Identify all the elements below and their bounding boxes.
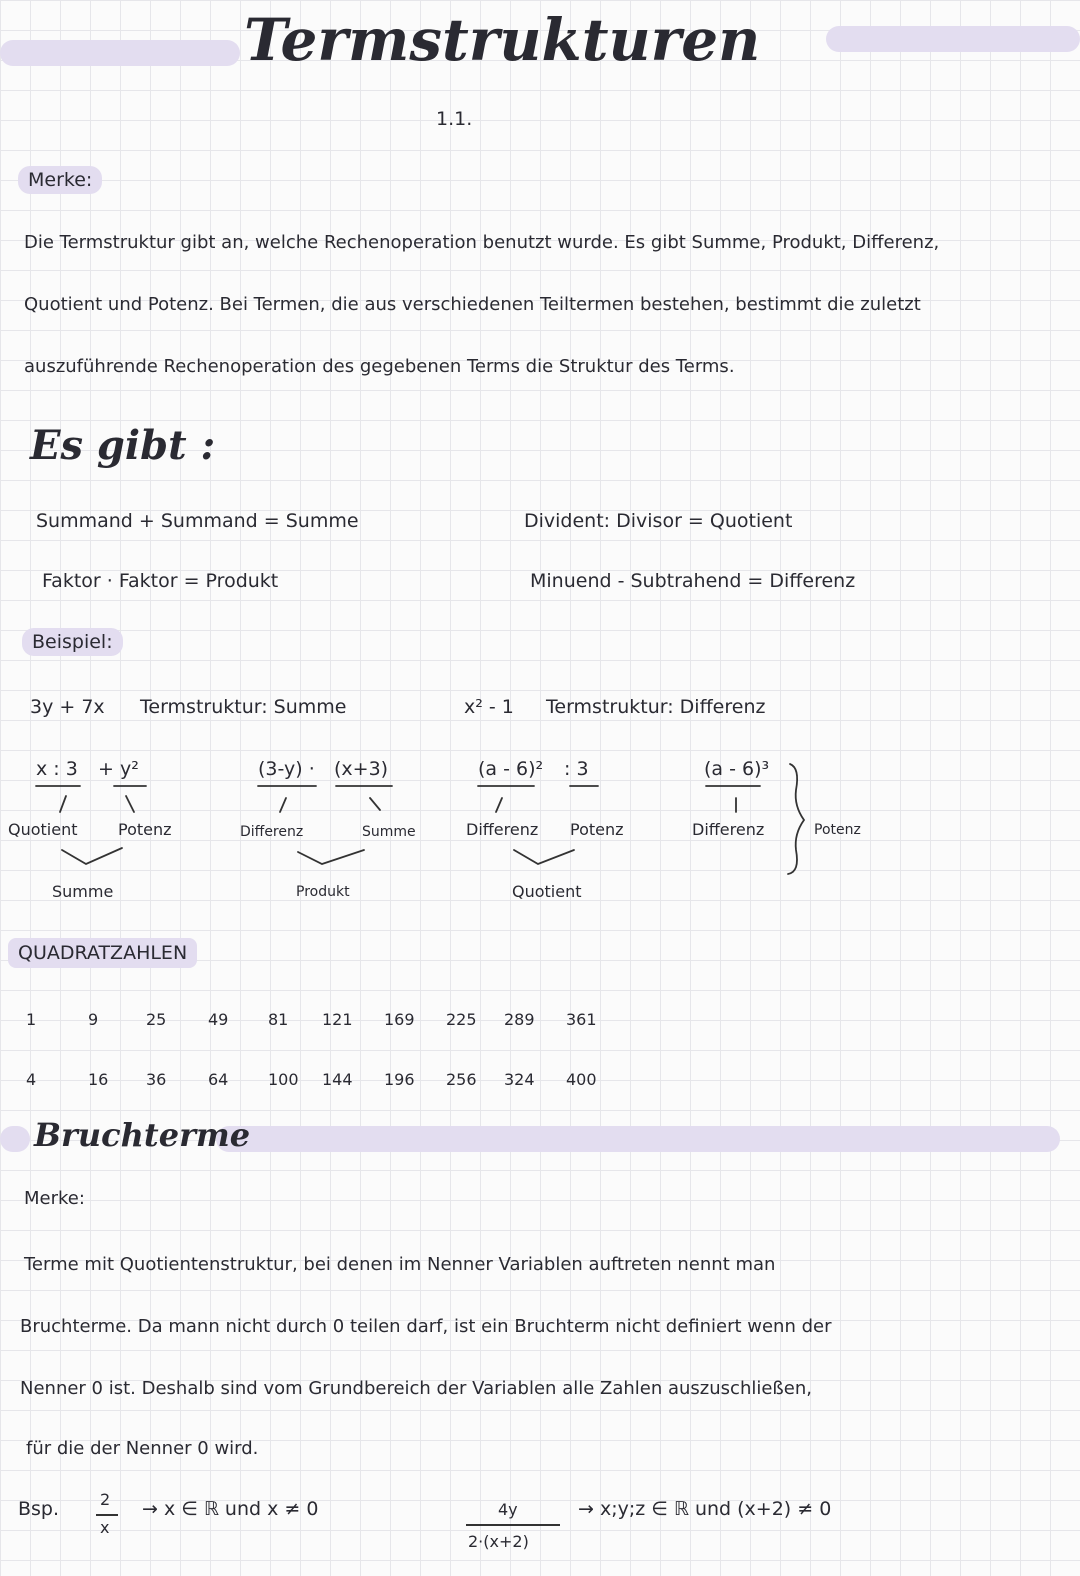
bruchterme-heading: Bruchterme xyxy=(34,1116,251,1154)
square-number: 49 xyxy=(208,1010,229,1029)
example-1-structure: Termstruktur: Summe xyxy=(140,696,347,718)
square-number: 169 xyxy=(384,1010,415,1029)
square-number: 289 xyxy=(504,1010,535,1029)
tree-3-result: Quotient xyxy=(512,882,582,901)
tree-2-right-term: (x+3) xyxy=(334,758,389,780)
tree-1-left-label: Quotient xyxy=(8,820,78,839)
tree-3-right-term: : 3 xyxy=(564,758,589,780)
rule-quotient: Divident: Divisor = Quotient xyxy=(524,510,793,532)
square-number: 36 xyxy=(146,1070,167,1089)
tree-3-left-label: Differenz xyxy=(466,820,539,839)
fraction-1-denominator: x xyxy=(100,1518,110,1537)
fraction-2-condition: → x;y;z ∈ ℝ und (x+2) ≠ 0 xyxy=(578,1498,832,1520)
square-number: 100 xyxy=(268,1070,299,1089)
tree-1-right-term: + y² xyxy=(98,758,139,780)
bruchterme-line-2: Bruchterme. Da mann nicht durch 0 teilen darf, ist ein Bruchterm nicht definiert wenn der xyxy=(20,1316,832,1337)
square-number: 1 xyxy=(26,1010,37,1029)
square-number: 361 xyxy=(566,1010,597,1029)
tree-4-term: (a - 6)³ xyxy=(704,758,770,780)
square-number: 9 xyxy=(88,1010,99,1029)
tree-4-right-label: Potenz xyxy=(814,822,861,838)
tree-3-right-label: Potenz xyxy=(570,820,624,839)
bruchterme-line-1: Terme mit Quotientenstruktur, bei denen im Nenner Variablen auftreten nennt man xyxy=(24,1254,776,1275)
example-1-term: 3y + 7x xyxy=(30,696,105,718)
tree-4-left-label: Differenz xyxy=(692,820,765,839)
bruchterme-line-3: Nenner 0 ist. Deshalb sind vom Grundbereich der Variablen alle Zahlen auszuschließen, xyxy=(20,1378,812,1399)
section-number: 1.1. xyxy=(436,108,473,130)
fraction-2-numerator: 4y xyxy=(498,1500,518,1519)
tree-2-left-term: (3-y) · xyxy=(258,758,315,780)
tree-2-left-label: Differenz xyxy=(240,824,304,840)
bsp-label: Bsp. xyxy=(18,1498,60,1520)
square-number: 16 xyxy=(88,1070,109,1089)
tree-1-right-label: Potenz xyxy=(118,820,172,839)
page-title: Termstrukturen xyxy=(244,6,761,74)
bruchterme-highlight-left xyxy=(0,1126,30,1152)
fraction-2-denominator: 2·(x+2) xyxy=(468,1532,529,1551)
tree-1-left-term: x : 3 xyxy=(36,758,78,780)
bruchterme-line-4: für die der Nenner 0 wird. xyxy=(26,1438,259,1459)
square-number: 400 xyxy=(566,1070,597,1089)
square-number: 225 xyxy=(446,1010,477,1029)
bruchterme-merke-label: Merke: xyxy=(24,1188,85,1209)
rule-differenz: Minuend - Subtrahend = Differenz xyxy=(530,570,856,592)
square-number: 64 xyxy=(208,1070,229,1089)
square-number: 25 xyxy=(146,1010,167,1029)
fraction-2-bar xyxy=(466,1524,560,1526)
fraction-1-bar xyxy=(96,1514,118,1516)
tree-3-left-term: (a - 6)² xyxy=(478,758,544,780)
rule-summe: Summand + Summand = Summe xyxy=(36,510,359,532)
tree-2-right-label: Summe xyxy=(362,824,416,840)
merke-line-1: Die Termstruktur gibt an, welche Rechenoperation benutzt wurde. Es gibt Summe, Produkt, Differenz, xyxy=(24,232,940,253)
beispiel-label: Beispiel: xyxy=(22,628,123,656)
example-2-structure: Termstruktur: Differenz xyxy=(546,696,766,718)
bruchterme-highlight-right xyxy=(216,1126,1060,1152)
square-number: 144 xyxy=(322,1070,353,1089)
merke-label: Merke: xyxy=(18,166,102,194)
merke-line-3: auszuführende Rechenoperation des gegebenen Terms die Struktur des Terms. xyxy=(24,356,735,377)
square-number: 81 xyxy=(268,1010,289,1029)
rule-produkt: Faktor · Faktor = Produkt xyxy=(42,570,279,592)
square-number: 4 xyxy=(26,1070,37,1089)
es-gibt-heading: Es gibt : xyxy=(30,422,216,469)
square-number: 121 xyxy=(322,1010,353,1029)
example-2-term: x² - 1 xyxy=(464,696,514,718)
merke-line-2: Quotient und Potenz. Bei Termen, die aus verschiedenen Teiltermen bestehen, bestimmt die zuletzt xyxy=(24,294,921,315)
tree-2-result: Produkt xyxy=(296,884,350,900)
square-number: 256 xyxy=(446,1070,477,1089)
square-number: 324 xyxy=(504,1070,535,1089)
square-number: 196 xyxy=(384,1070,415,1089)
tree-1-result: Summe xyxy=(52,882,114,901)
fraction-1-numerator: 2 xyxy=(100,1490,111,1509)
fraction-1-condition: → x ∈ ℝ und x ≠ 0 xyxy=(142,1498,319,1520)
quadratzahlen-label: QUADRATZAHLEN xyxy=(8,938,197,968)
